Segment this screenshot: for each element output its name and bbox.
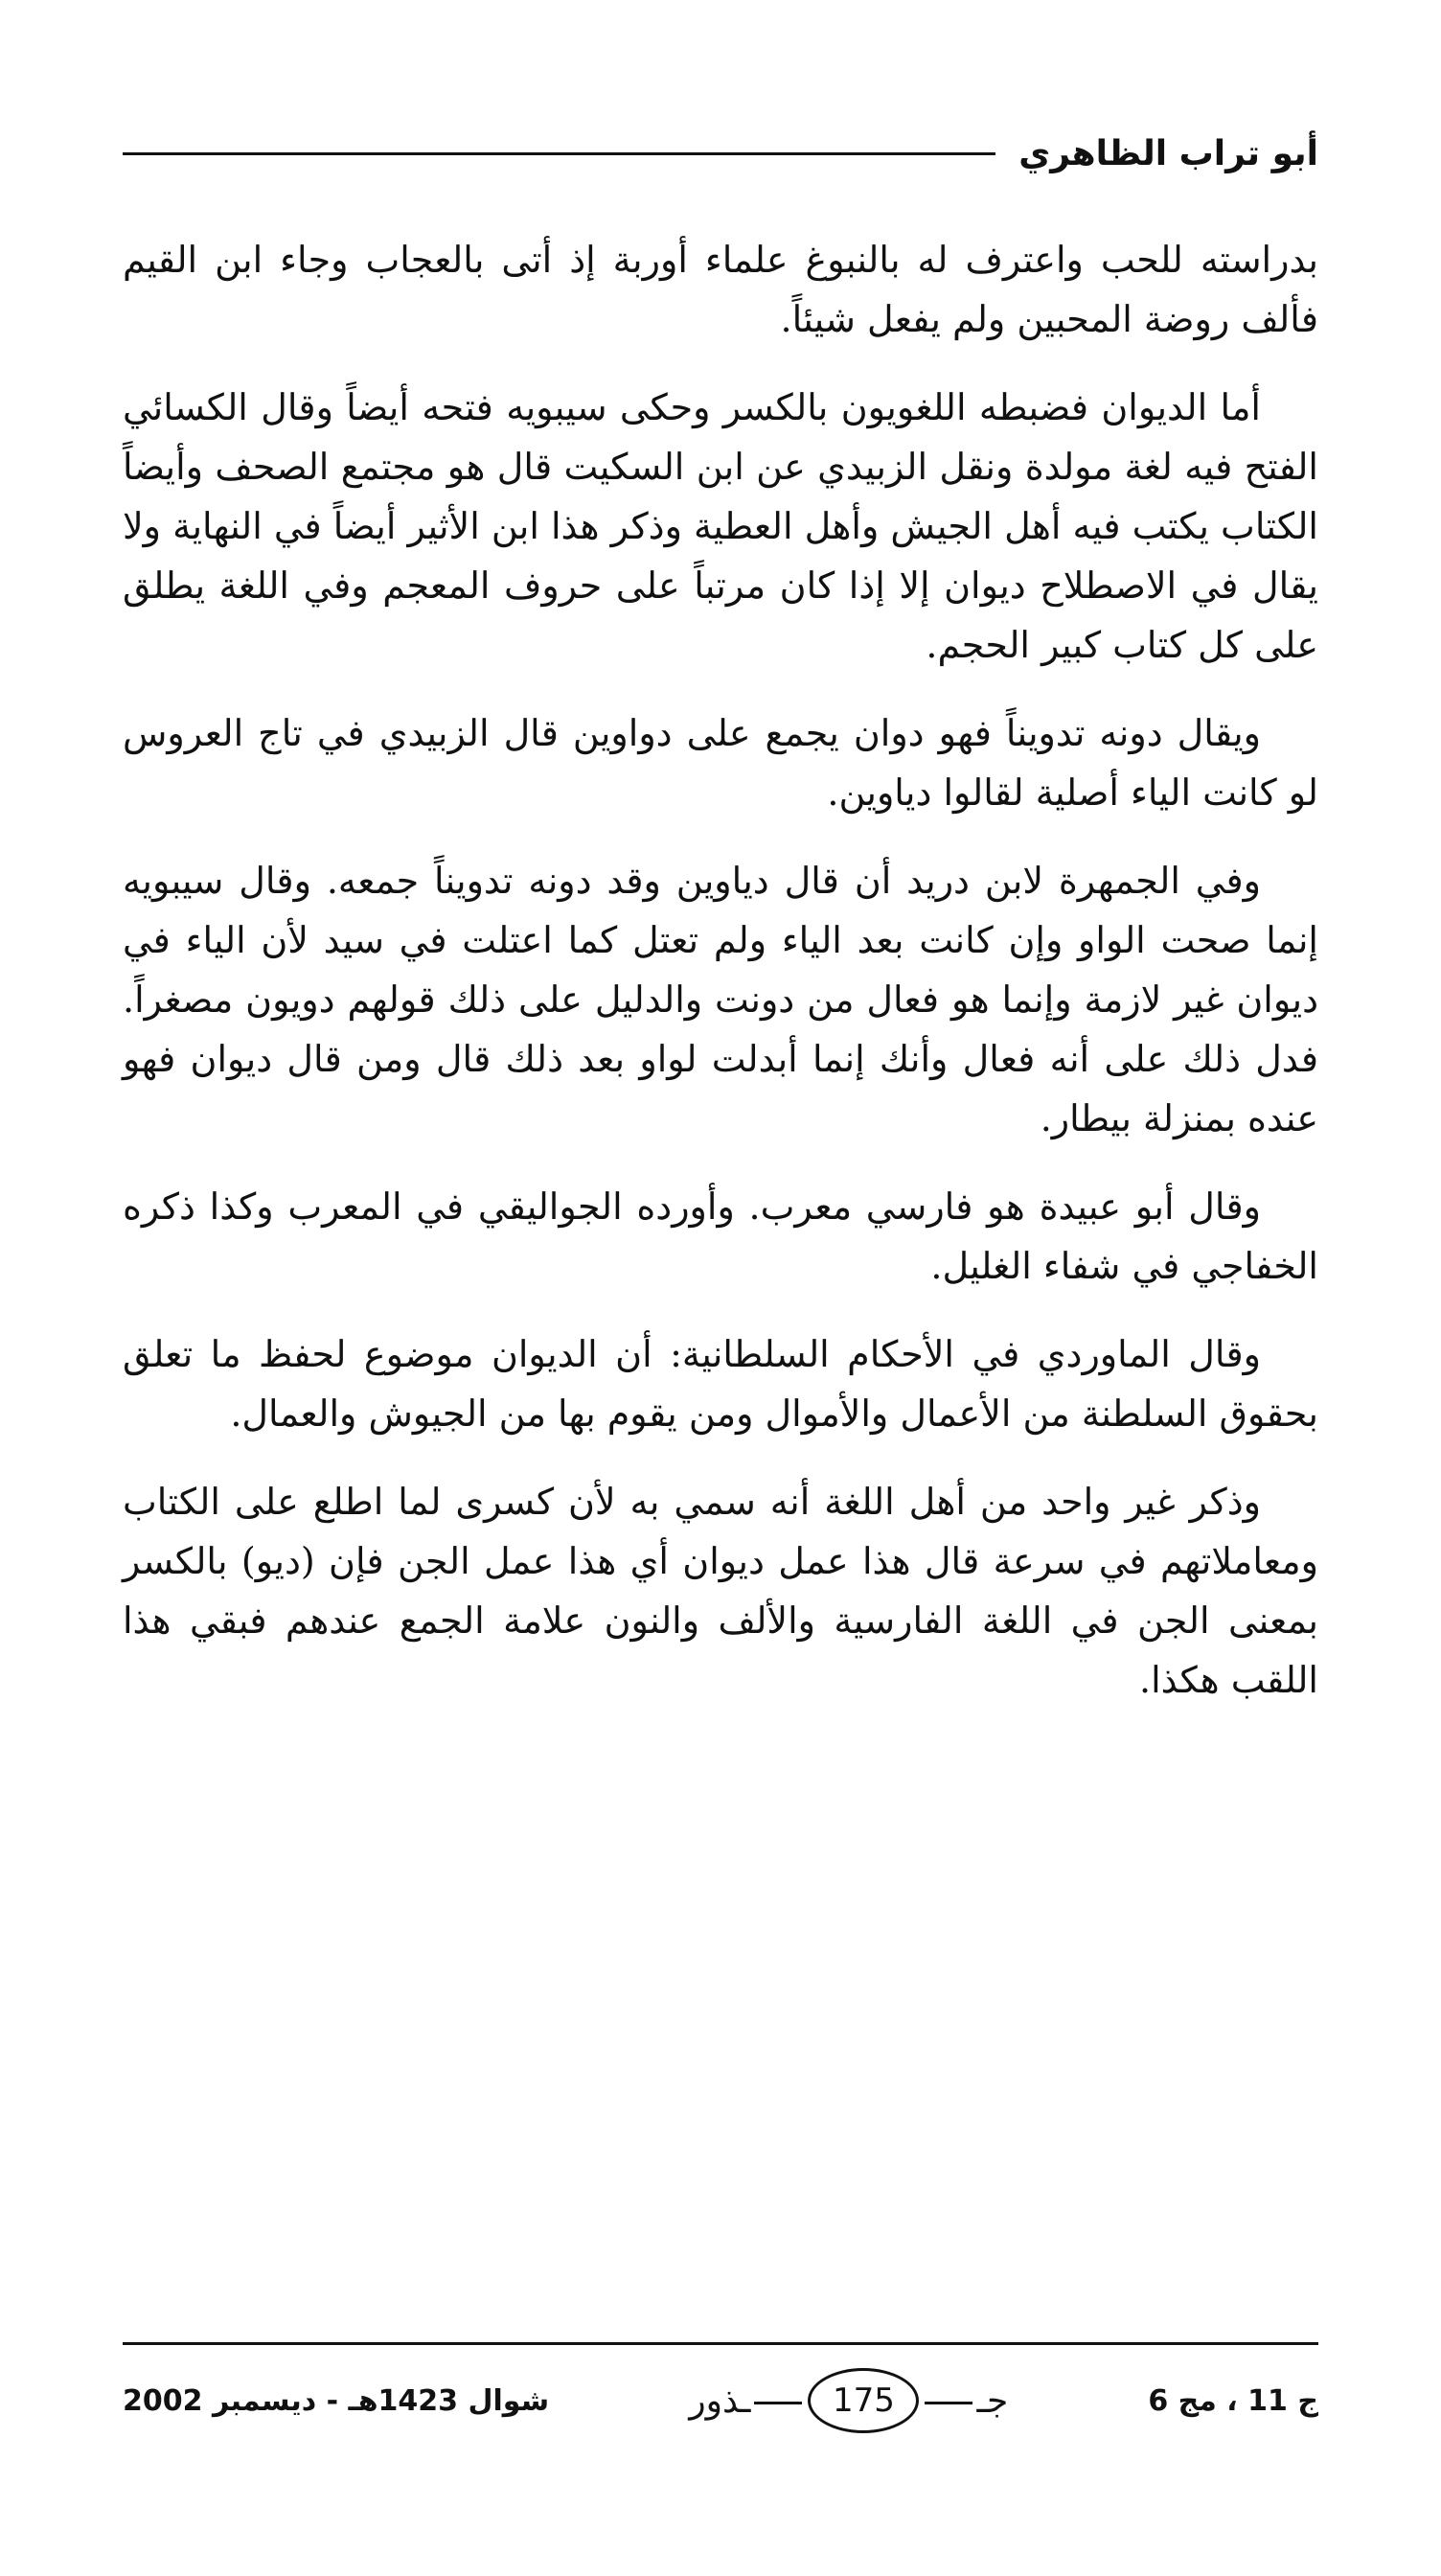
running-footer (123, 2358, 1318, 2444)
paragraph-7: وذكر غير واحد من أهل اللغة أنه سمي به لأن كسرى لما اطلع على الكتاب ومعاملاتهم في سرعة قال هذا عمل ديوان أي هذا عمل الجن فإن (ديو) بالكسر بمعنى الجن في اللغة الفارسية والألف والنون علامة الجمع عندهم فبقي هذا اللقب هكذا. (123, 1481, 1318, 1701)
paragraph-5: وقال أبو عبيدة هو فارسي معرب. وأورده الجواليقي في المعرب وكذا ذكره الخفاجي في شفاء الغليل. (123, 1185, 1318, 1287)
footer-rule (123, 2342, 1318, 2345)
running-header (123, 123, 1318, 184)
journal-connector-2 (754, 2398, 802, 2404)
journal-connector (925, 2398, 972, 2404)
page-number: 175 (808, 2368, 919, 2433)
paragraph-3: ويقال دونه تدويناً فهو دوان يجمع على دواوين قال الزبيدي في تاج العروس لو كانت الياء أصلية لقالوا دياوين. (123, 712, 1318, 814)
header-rule (123, 152, 995, 155)
issue-date: شوال 1423هـ - ديسمبر 2002 (123, 2383, 550, 2418)
journal-mark (689, 2368, 1008, 2433)
volume-info: ج 11 ، مج 6 (1148, 2383, 1318, 2418)
paragraph-4: وفي الجمهرة لابن دريد أن قال دياوين وقد دونه تدويناً جمعه. وقال سيبويه إنما صحت الواو وإن كانت بعد الياء ولم تعتل كما اعتلت في سيد لأن الياء في ديوان غير لازمة وإنما هو فعال من دونت والدليل على ذلك قولهم دويون مصغراً. فدل ذلك على أنه فعال وأنك إنما أبدلت لواو بعد ذلك قال ومن قال ديوان فهو عنده بمنزلة بيطار. (123, 860, 1318, 1139)
journal-suffix: ـذور (689, 2380, 751, 2421)
paragraph-1: بدراسته للحب واعترف له بالنبوغ علماء أوربة إذ أتى بالعجاب وجاء ابن القيم فألف روضة المحبين ولم يفعل شيئاً. (123, 239, 1318, 340)
journal-prefix: جـ (976, 2380, 1009, 2421)
paragraph-2: أما الديوان فضبطه اللغويون بالكسر وحكى سيبويه فتحه أيضاً وقال الكسائي الفتح فيه لغة مولدة ونقل الزبيدي عن ابن السكيت قال هو مجتمع الصحف وأيضاً الكتاب يكتب فيه أهل الجيش وأهل العطية وذكر هذا ابن الأثير أيضاً في النهاية ولا يقال في الاصطلاح ديوان إلا إذا كان مرتباً على حروف المعجم وفي اللغة يطلق على كل كتاب كبير الحجم. (123, 386, 1318, 666)
paragraph-6: وقال الماوردي في الأحكام السلطانية: أن الديوان موضوع لحفظ ما تعلق بحقوق السلطنة من الأعمال والأموال ومن يقوم بها من الجيوش والعمال. (123, 1333, 1318, 1435)
header-author: أبو تراب الظاهري (1018, 133, 1318, 173)
body-text (123, 230, 1318, 1738)
